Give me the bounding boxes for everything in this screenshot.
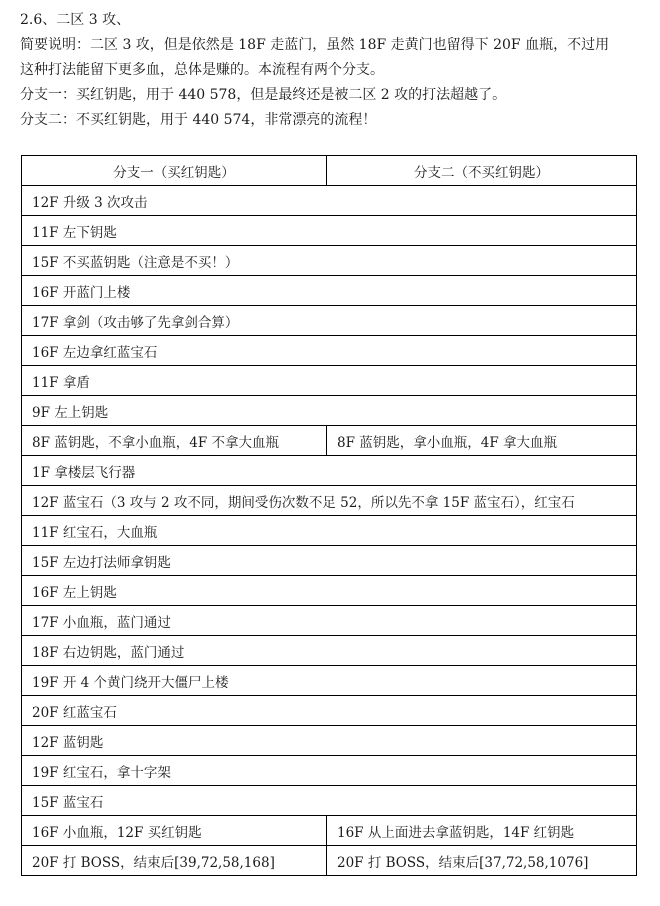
step-cell: 9F 左上钥匙: [22, 396, 637, 426]
table-row: [22, 246, 637, 276]
step-cell: 16F 左边拿红蓝宝石: [22, 336, 637, 366]
table-row: [22, 426, 637, 456]
step-cell: 17F 小血瓶，蓝门通过: [22, 606, 637, 636]
branch-2-description: 分支二：不买红钥匙，用于 440 574，非常漂亮的流程！: [20, 112, 377, 128]
branch-2-step-cell: 20F 打 BOSS，结束后[37,72,58,1076]: [327, 846, 637, 876]
branch-2-step-cell: 8F 蓝钥匙，拿小血瓶，4F 拿大血瓶: [327, 426, 637, 456]
step-cell: 11F 左下钥匙: [22, 216, 637, 246]
branch-1-description: 分支一：买红钥匙，用于 440 578，但是最终还是被二区 2 攻的打法超越了。: [20, 87, 507, 103]
section-heading: 2.6、二区 3 攻、: [20, 12, 131, 28]
step-cell: 18F 右边钥匙，蓝门通过: [22, 636, 637, 666]
walkthrough-table: [21, 155, 637, 876]
table-row: [22, 306, 637, 336]
table-row: [22, 816, 637, 846]
table-row: [22, 606, 637, 636]
table-header-row: [22, 156, 637, 186]
table-row: [22, 336, 637, 366]
table-row: [22, 696, 637, 726]
table-row: [22, 726, 637, 756]
table-row: [22, 276, 637, 306]
step-cell: 12F 升级 3 次攻击: [22, 186, 637, 216]
table-row: [22, 186, 637, 216]
step-cell: 15F 蓝宝石: [22, 786, 637, 816]
summary-line-1: 简要说明：二区 3 攻，但是依然是 18F 走蓝门，虽然 18F 走黄门也留得下 20F 血瓶，不过用: [20, 37, 610, 53]
header-branch-2: 分支二（不买红钥匙）: [327, 156, 637, 186]
table-row: [22, 546, 637, 576]
table-row: [22, 366, 637, 396]
step-cell: 16F 左上钥匙: [22, 576, 637, 606]
table-row: [22, 456, 637, 486]
intro-section: [20, 8, 650, 133]
header-branch-1: 分支一（买红钥匙）: [22, 156, 327, 186]
summary-line-2: 这种打法能留下更多血，总体是赚的。本流程有两个分支。: [20, 62, 384, 78]
step-cell: 17F 拿剑（攻击够了先拿剑合算）: [22, 306, 637, 336]
table-row: [22, 516, 637, 546]
table-row: [22, 786, 637, 816]
table-row: [22, 636, 637, 666]
table-row: [22, 846, 637, 876]
branch-1-step-cell: 8F 蓝钥匙，不拿小血瓶，4F 不拿大血瓶: [22, 426, 327, 456]
step-cell: 19F 开 4 个黄门绕开大僵尸上楼: [22, 666, 637, 696]
step-cell: 16F 开蓝门上楼: [22, 276, 637, 306]
step-cell: 12F 蓝钥匙: [22, 726, 637, 756]
table-row: [22, 756, 637, 786]
step-cell: 11F 拿盾: [22, 366, 637, 396]
step-cell: 15F 左边打法师拿钥匙: [22, 546, 637, 576]
step-cell: 20F 红蓝宝石: [22, 696, 637, 726]
branch-1-step-cell: 20F 打 BOSS，结束后[39,72,58,168]: [22, 846, 327, 876]
step-cell: 11F 红宝石，大血瓶: [22, 516, 637, 546]
step-cell: 19F 红宝石，拿十字架: [22, 756, 637, 786]
table-row: [22, 486, 637, 516]
step-cell: 12F 蓝宝石（3 攻与 2 攻不同，期间受伤次数不足 52，所以先不拿 15F 蓝宝石），红宝石: [22, 486, 637, 516]
table-row: [22, 666, 637, 696]
table-row: [22, 216, 637, 246]
step-cell: 1F 拿楼层飞行器: [22, 456, 637, 486]
branch-2-step-cell: 16F 从上面进去拿蓝钥匙，14F 红钥匙: [327, 816, 637, 846]
branch-1-step-cell: 16F 小血瓶，12F 买红钥匙: [22, 816, 327, 846]
table-row: [22, 396, 637, 426]
step-cell: 15F 不买蓝钥匙（注意是不买！）: [22, 246, 637, 276]
table-row: [22, 576, 637, 606]
